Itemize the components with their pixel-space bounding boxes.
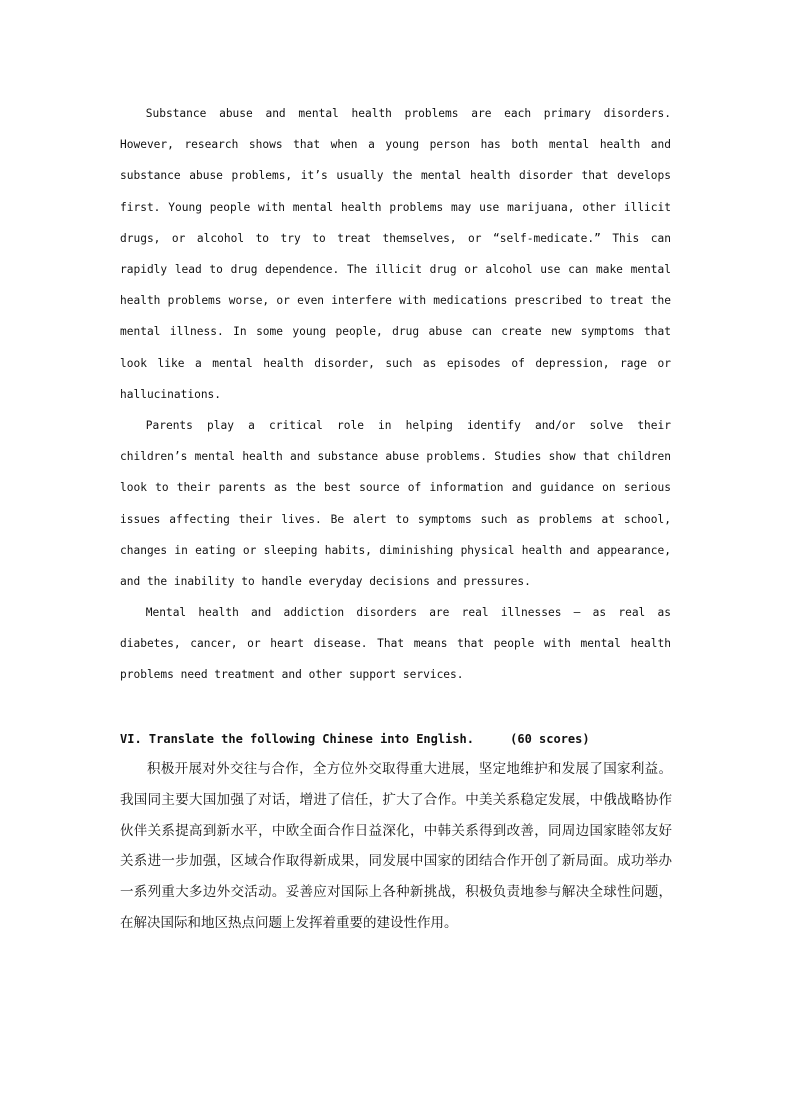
passage-paragraph-2: Parents play a critical role in helping identify and/or solve their children’s mental health and substance abuse problems. Studies show that children look to their parents as the best source of information and guidance on serious issues affecting their lives. Be alert to symptoms such as problems at school, changes in eating or sleeping habits, diminishing physical health and appearance, and the inability to handle everyday decisions and pressures. <box>120 419 671 589</box>
chinese-source-text: 积极开展对外交往与合作，全方位外交取得重大进展，坚定地维护和发展了国家利益。我国同主要大国加强了对话，增进了信任，扩大了合作。中美关系稳定发展，中俄战略协作伙伴关系提高到新水平，中欧全面合作日益深化，中韩关系得到改善，同周边国家睦邻友好关系进一步加强，区域合作取得新成果，同发展中国家的团结合作开创了新局面。成功举办一系列重大多边外交活动。妥善应对国际上各种新挑战，积极负责地参与解决全球性问题，在解决国际和地区热点问题上发挥着重要的建设性作用。 <box>120 761 672 931</box>
passage-paragraph-1: Substance abuse and mental health problems are each primary disorders. However, research shows that when a young person has both mental health and substance abuse problems, it’s usually the mental health disorder that develops first. Young people with mental health problems may use marijuana, other illicit drugs, or alcohol to try to treat themselves, or “self-medicate.” This can rapidly lead to drug dependence. The illicit drug or alcohol use can make mental health problems worse, or even interfere with medications prescribed to treat the mental illness. In some young people, drug abuse can create new symptoms that look like a mental health disorder, such as episodes of depression, rage or hallucinations. <box>120 107 671 401</box>
section-heading: VI. Translate the following Chinese into English. (60 scores) <box>120 732 590 746</box>
passage-paragraph-3: Mental health and addiction disorders are real illnesses – as real as diabetes, cancer, or heart disease. That means that people with mental health problems need treatment and other support services. <box>120 606 671 682</box>
